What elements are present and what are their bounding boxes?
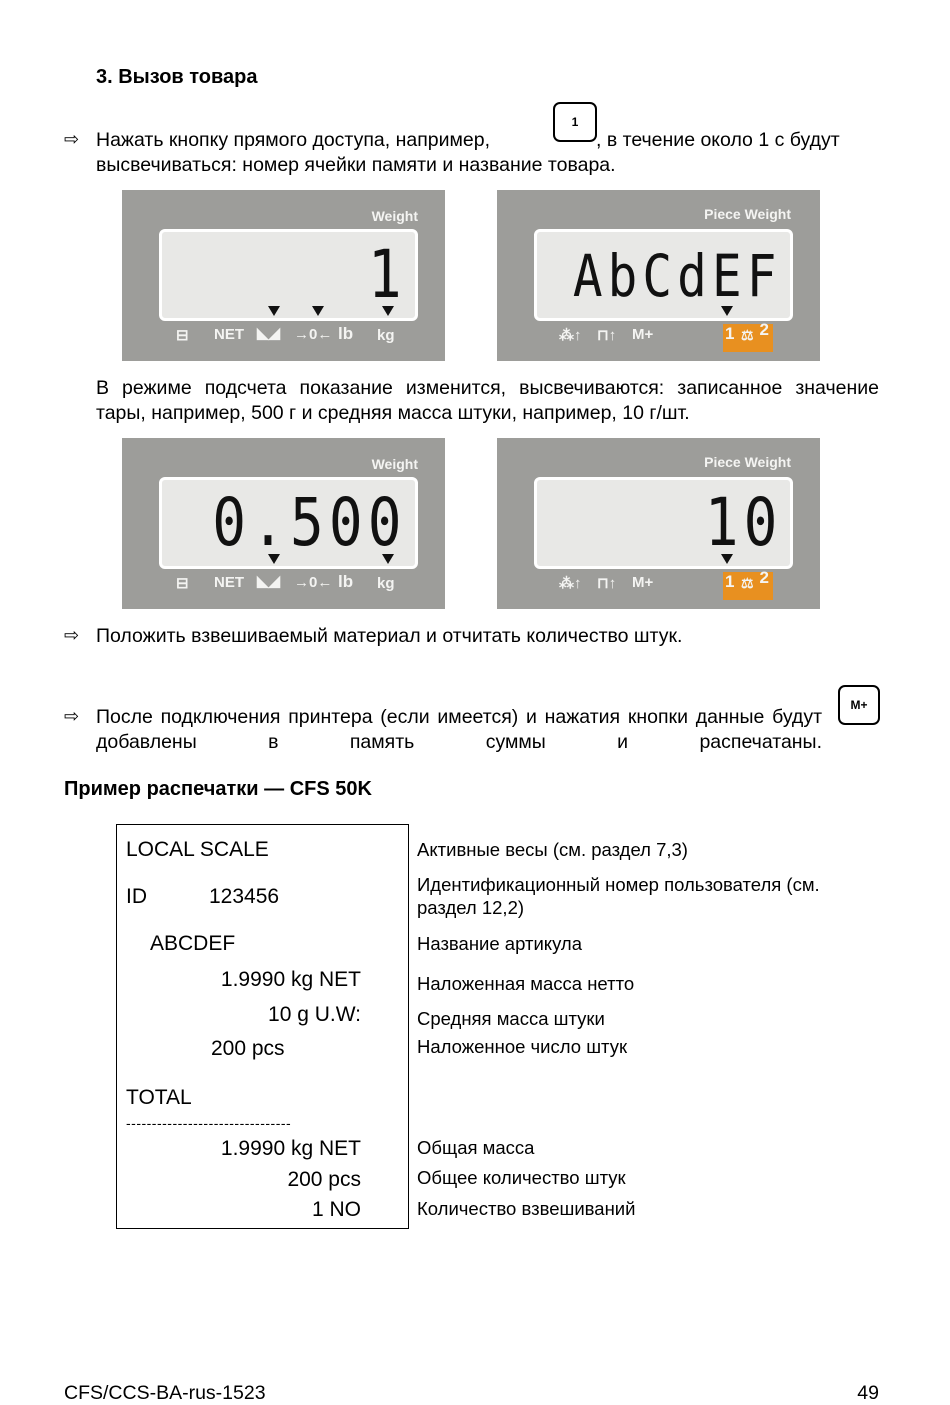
printout-id-value: 123456 <box>209 885 280 908</box>
weight-lcd-value: 1 <box>368 236 407 313</box>
desc-weighing-count: Количество взвешиваний <box>417 1198 636 1219</box>
scale-2-label: 2 <box>759 320 769 339</box>
memory-plus-indicator: M+ <box>632 574 654 591</box>
indicator-arrow <box>268 554 280 564</box>
desc-unit-weight: Средняя масса штуки <box>417 1008 605 1029</box>
key-1-button-icon: 1 <box>553 102 597 142</box>
scale-1-2-indicator <box>723 568 773 600</box>
printout-weighing-count: 1 NO <box>311 1198 361 1221</box>
arrow-icon: ⇨ <box>64 706 80 726</box>
scale-2-label: 2 <box>759 568 769 587</box>
printout-total-label: TOTAL <box>126 1086 192 1109</box>
printout-unit-weight: 10 g U.W: <box>268 1003 361 1026</box>
weight-lcd-screen <box>159 229 418 321</box>
printout-separator: -------------------------------- <box>126 1115 292 1131</box>
battery-icon: ⊟ <box>176 575 189 592</box>
printout-article: ABCDEF <box>150 932 236 955</box>
step1-text-c: высвечиваться: номер ячейки памяти и название товара. <box>96 154 616 176</box>
scale-1-label: 1 <box>725 572 735 591</box>
piece-weight-panel-title: Piece Weight <box>704 206 791 222</box>
step1-text-a: Нажать кнопку прямого доступа, например, <box>96 129 490 151</box>
kg-indicator: kg <box>377 327 395 344</box>
desc-net-mass: Наложенная масса нетто <box>417 973 635 994</box>
printout-total-net: 1.9990 kg NET <box>220 1137 361 1160</box>
indicator-arrow <box>382 554 394 564</box>
printout-total-pcs: 200 pcs <box>287 1168 361 1191</box>
weight-lcd-value: 0.500 <box>212 484 407 561</box>
printout-net: 1.9990 kg NET <box>220 968 361 991</box>
step2-text: Положить взвешиваемый материал и отчитать количество штук. <box>96 625 683 647</box>
scale-balance-icon: ⚖ <box>741 327 754 343</box>
weight-lcd-screen <box>159 477 418 569</box>
piece-weight-lcd-screen <box>534 477 793 569</box>
scale-1-2-indicator <box>723 320 773 352</box>
piece-weight-panel-title: Piece Weight <box>704 454 791 470</box>
indicator-arrow <box>382 306 394 316</box>
memory-plus-indicator: M+ <box>632 326 654 343</box>
desc-article-name: Название артикула <box>417 933 583 954</box>
net-indicator: NET <box>214 574 244 591</box>
piece-weight-lcd-value: 10 <box>704 484 782 561</box>
weight-display-panel-2 <box>122 438 445 609</box>
net-indicator: NET <box>214 326 244 343</box>
indicator-arrow <box>721 306 733 316</box>
stability-icon: ◣◢ <box>257 325 281 342</box>
desc-total-mass: Общая масса <box>417 1137 535 1158</box>
zero-indicator: →0← <box>294 326 333 343</box>
counting-mode-paragraph: В режиме подсчета показание изменится, высвечиваются: записанное значение тары, например, 500 г и средняя масса штуки, например, 10 г/шт. <box>96 377 879 424</box>
pieces-up-icon: ⁂↑ <box>559 327 582 344</box>
desc-piece-count: Наложенное число штук <box>417 1036 628 1057</box>
memory-plus-button-icon: M+ <box>838 685 880 725</box>
desc-total-pieces: Общее количество штук <box>417 1167 626 1188</box>
indicator-arrow <box>721 554 733 564</box>
arrow-icon: ⇨ <box>64 625 80 645</box>
desc-user-id: Идентификационный номер пользователя (см. раздел 12,2) <box>417 874 820 918</box>
kg-indicator: kg <box>377 575 395 592</box>
weight-panel-title: Weight <box>371 208 418 224</box>
footer-doc-id: CFS/CCS-BA-rus-1523 <box>64 1382 266 1404</box>
container-up-icon: ⊓↑ <box>597 327 617 344</box>
lb-indicator: lb <box>338 324 354 343</box>
weight-panel-title: Weight <box>371 456 418 472</box>
weight-display-panel <box>122 190 445 361</box>
scale-balance-icon: ⚖ <box>741 575 754 591</box>
container-up-icon: ⊓↑ <box>597 575 617 592</box>
scale-1-label: 1 <box>725 324 735 343</box>
piece-weight-display-panel <box>497 190 820 361</box>
desc-active-scale: Активные весы (см. раздел 7,3) <box>417 839 688 860</box>
step1-text-b: , в течение около 1 с будут <box>596 129 840 151</box>
printout-heading: Пример распечатки — CFS 50K <box>64 778 372 800</box>
lb-indicator: lb <box>338 572 354 591</box>
printout-pcs: 200 pcs <box>211 1037 285 1060</box>
pieces-up-icon: ⁂↑ <box>559 575 582 592</box>
battery-icon: ⊟ <box>176 327 189 344</box>
footer-page-number: 49 <box>857 1382 879 1404</box>
stability-icon: ◣◢ <box>257 573 281 590</box>
section-heading: 3. Вызов товара <box>96 66 258 88</box>
indicator-arrow <box>312 306 324 316</box>
step3-text: После подключения принтера (если имеется) и нажатия кнопки данные будут добавлены в память суммы и распечатаны. <box>96 706 822 753</box>
indicator-arrow <box>268 306 280 316</box>
piece-weight-lcd-screen <box>534 229 793 321</box>
arrow-icon: ⇨ <box>64 129 80 149</box>
printout-id-label: ID <box>126 885 147 908</box>
piece-weight-display-panel-2 <box>497 438 820 609</box>
printout-box <box>116 824 409 1229</box>
printout-local-scale: LOCAL SCALE <box>126 838 269 861</box>
piece-weight-lcd-value: AbCdEF <box>573 242 782 310</box>
zero-indicator: →0← <box>294 574 333 591</box>
